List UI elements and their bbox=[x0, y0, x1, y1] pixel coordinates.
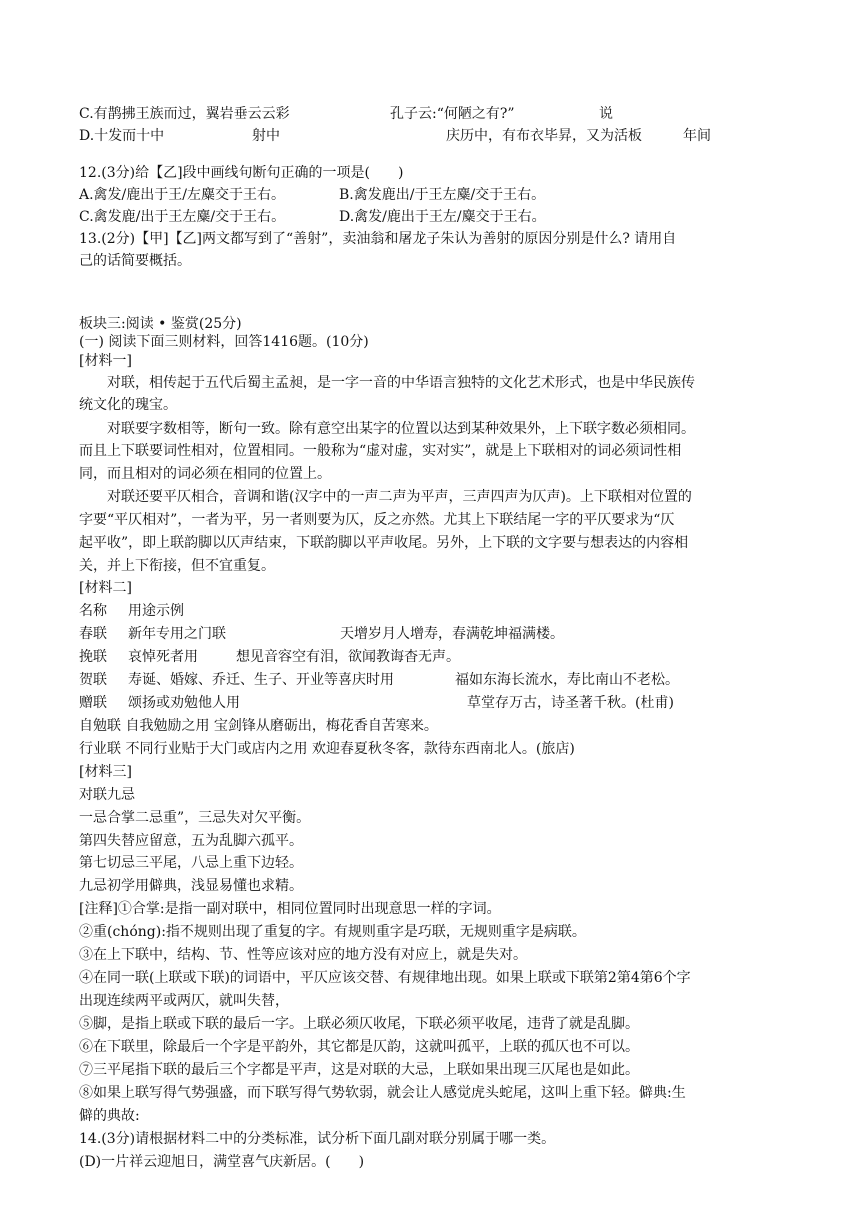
material3-line: 第七切忌三平尾，八忌上重下边轻。 bbox=[79, 855, 303, 871]
q12-option-c: C.禽发鹿/出于王左麋/交于王右。 bbox=[79, 209, 286, 225]
q11-option-c-text: C.有鹊拂王族而过，翼岩垂云云彩 bbox=[79, 106, 290, 122]
material3-line: 九忌初学用僻典，浅显易懂也求精。 bbox=[79, 878, 303, 894]
material2-row-example: 天增岁月人增寿，春满乾坤福满楼。 bbox=[340, 626, 564, 642]
material2-row-use: 哀悼死者用 bbox=[128, 649, 198, 665]
material1-line: 关，并上下衔接，但不宜重复。 bbox=[79, 558, 275, 574]
material3-note: ⑧如果上联写得气势强盛，而下联写得气势软弱，就会让人感觉虎头蛇尾，这叫上重下轻。僻典:生 bbox=[79, 1085, 686, 1101]
material2-row-use: 寿诞、婚嫁、乔迁、生子、开业等喜庆时用 bbox=[128, 672, 394, 688]
material2-header-rest: 用途示例 bbox=[128, 603, 184, 619]
material2-row-name: 挽联 bbox=[79, 649, 107, 665]
q11-option-d-tail: 年间 bbox=[683, 128, 711, 144]
material3-note: ⑥在下联里，除最后一个字是平韵外，其它都是仄韵，这就叫孤平，上联的孤仄也不可以。 bbox=[79, 1039, 639, 1055]
material1-line: 同，而且相对的词必须在相同的位置上。 bbox=[79, 466, 331, 482]
q11-option-c-quote: 孔子云:“何陋之有?” bbox=[390, 106, 515, 122]
q11-option-d-sentence: 庆历中，有布衣毕昇，又为活板 bbox=[446, 128, 642, 144]
material2-row-use: 颂扬或劝勉他人用 bbox=[128, 695, 240, 711]
material2-row-self: 自勉联 自我勉励之用 宝剑锋从磨砺出，梅花香自苦寒来。 bbox=[79, 718, 438, 734]
material2-row-name: 春联 bbox=[79, 626, 107, 642]
material3-line: 第四失替应留意，五为乱脚六孤平。 bbox=[79, 833, 303, 849]
material3-line: 对联九忌 bbox=[79, 787, 135, 803]
material2-label: [材料二] bbox=[79, 580, 132, 596]
q12-option-b: B.禽发鹿出/于王左麋/交于王右。 bbox=[339, 187, 546, 203]
material2-header-name: 名称 bbox=[79, 603, 107, 619]
q12-option-d: D.禽发/鹿出于王左/麋交于王右。 bbox=[339, 209, 546, 225]
q11-option-d-text: D.十发而十中 bbox=[79, 128, 165, 144]
material3-line: 一忌合掌二忌重”，三忌失对欠平衡。 bbox=[79, 810, 311, 826]
material3-note: [注释]①合掌:是指一副对联中，相同位置同时出现意思一样的字词。 bbox=[79, 901, 501, 917]
material3-note: 僻的典故: bbox=[79, 1108, 140, 1124]
q14-item-1: (D)一片祥云迎旭日，满堂喜气庆新居。( ) bbox=[79, 1154, 365, 1170]
material1-line: 对联还要平仄相合，音调和谐(汉字中的一声二声为平声，三声四声为仄声)。上下联相对位置的 bbox=[107, 489, 692, 505]
material2-row-example: 草堂存万古，诗圣著千秋。(杜甫) bbox=[467, 695, 674, 711]
material1-label: [材料一] bbox=[79, 353, 132, 369]
material2-row-trade: 行业联 不同行业贴于大门或店内之用 欢迎春夏秋冬客，款待东西南北人。(旅店) bbox=[79, 741, 575, 757]
material2-row-example: 想见音容空有泪，欲闻教诲杳无声。 bbox=[236, 649, 460, 665]
q14-stem: 14.(3分)请根据材料二中的分类标准，试分析下面几副对联分别属于哪一类。 bbox=[79, 1131, 556, 1147]
material2-row-name: 贺联 bbox=[79, 672, 107, 688]
q12-stem: 12.(3分)给【乙]段中画线句断句正确的一项是( ) bbox=[79, 165, 404, 181]
section-title: 板块三:阅读 • 鉴赏(25分) bbox=[79, 316, 242, 332]
material1-line: 统文化的瑰宝。 bbox=[79, 397, 177, 413]
material1-line: 对联，相传起于五代后蜀主孟昶，是一字一音的中华语言独特的文化艺术形式，也是中华民族传 bbox=[107, 375, 695, 391]
material1-line: 对联要字数相等，断句一致。除有意空出某字的位置以达到某种效果外，上下联字数必须相同。 bbox=[107, 421, 695, 437]
material1-line: 起平收”，即上联韵脚以仄声结束，下联韵脚以平声收尾。另外，上下联的文字要与想表达的内容相 bbox=[79, 535, 689, 551]
q13-line-2: 己的话简要概括。 bbox=[79, 253, 191, 269]
material3-note: ④在同一联(上联或下联)的词语中，平仄应该交替、有规律地出现。如果上联或下联第2第4第6个字 bbox=[79, 970, 691, 986]
material2-row-example: 福如东海长流水，寿比南山不老松。 bbox=[455, 672, 679, 688]
q12-option-a: A.禽发/鹿出于王/左麋交于王右。 bbox=[79, 187, 285, 203]
material3-note: ⑦三平尾指下联的最后三个字都是平声，这是对联的大忌，上联如果出现三仄尾也是如此。 bbox=[79, 1062, 639, 1078]
material3-note: 出现连续两平或两仄，就叫失替， bbox=[79, 993, 289, 1009]
material3-note: ⑤脚，是指上联或下联的最后一字。上联必须仄收尾，下联必须平收尾，违背了就是乱脚。 bbox=[79, 1016, 639, 1032]
q13-line-1: 13.(2分)【甲]【乙]两文都写到了“善射”，卖油翁和屠龙子朱认为善射的原因分别是什么? 请用自 bbox=[79, 231, 677, 247]
material3-note: ③在上下联中，结构、节、性等应该对应的地方没有对应上，就是失对。 bbox=[79, 947, 527, 963]
material2-row-use: 新年专用之门联 bbox=[128, 626, 226, 642]
material1-line: 字要“平仄相对”，一者为平，另一者则要为仄，反之亦然。尤其上下联结尾一字的平仄要求为“仄 bbox=[79, 512, 675, 528]
q11-option-d-word: 射中 bbox=[252, 128, 280, 144]
material2-row-name: 赠联 bbox=[79, 695, 107, 711]
material3-note: ②重(chóng):指不规则出现了重复的字。有规则重字是巧联，无规则重字是病联。 bbox=[79, 924, 586, 940]
material3-label: [材料三] bbox=[79, 764, 132, 780]
material1-line: 而且上下联要词性相对，位置相同。一般称为“虚对虚，实对实”，就是上下联相对的词必须词性相 bbox=[79, 443, 682, 459]
q11-option-c-word: 说 bbox=[599, 106, 613, 122]
section-intro: (一) 阅读下面三则材料，回答1416题。(10分) bbox=[79, 334, 369, 350]
